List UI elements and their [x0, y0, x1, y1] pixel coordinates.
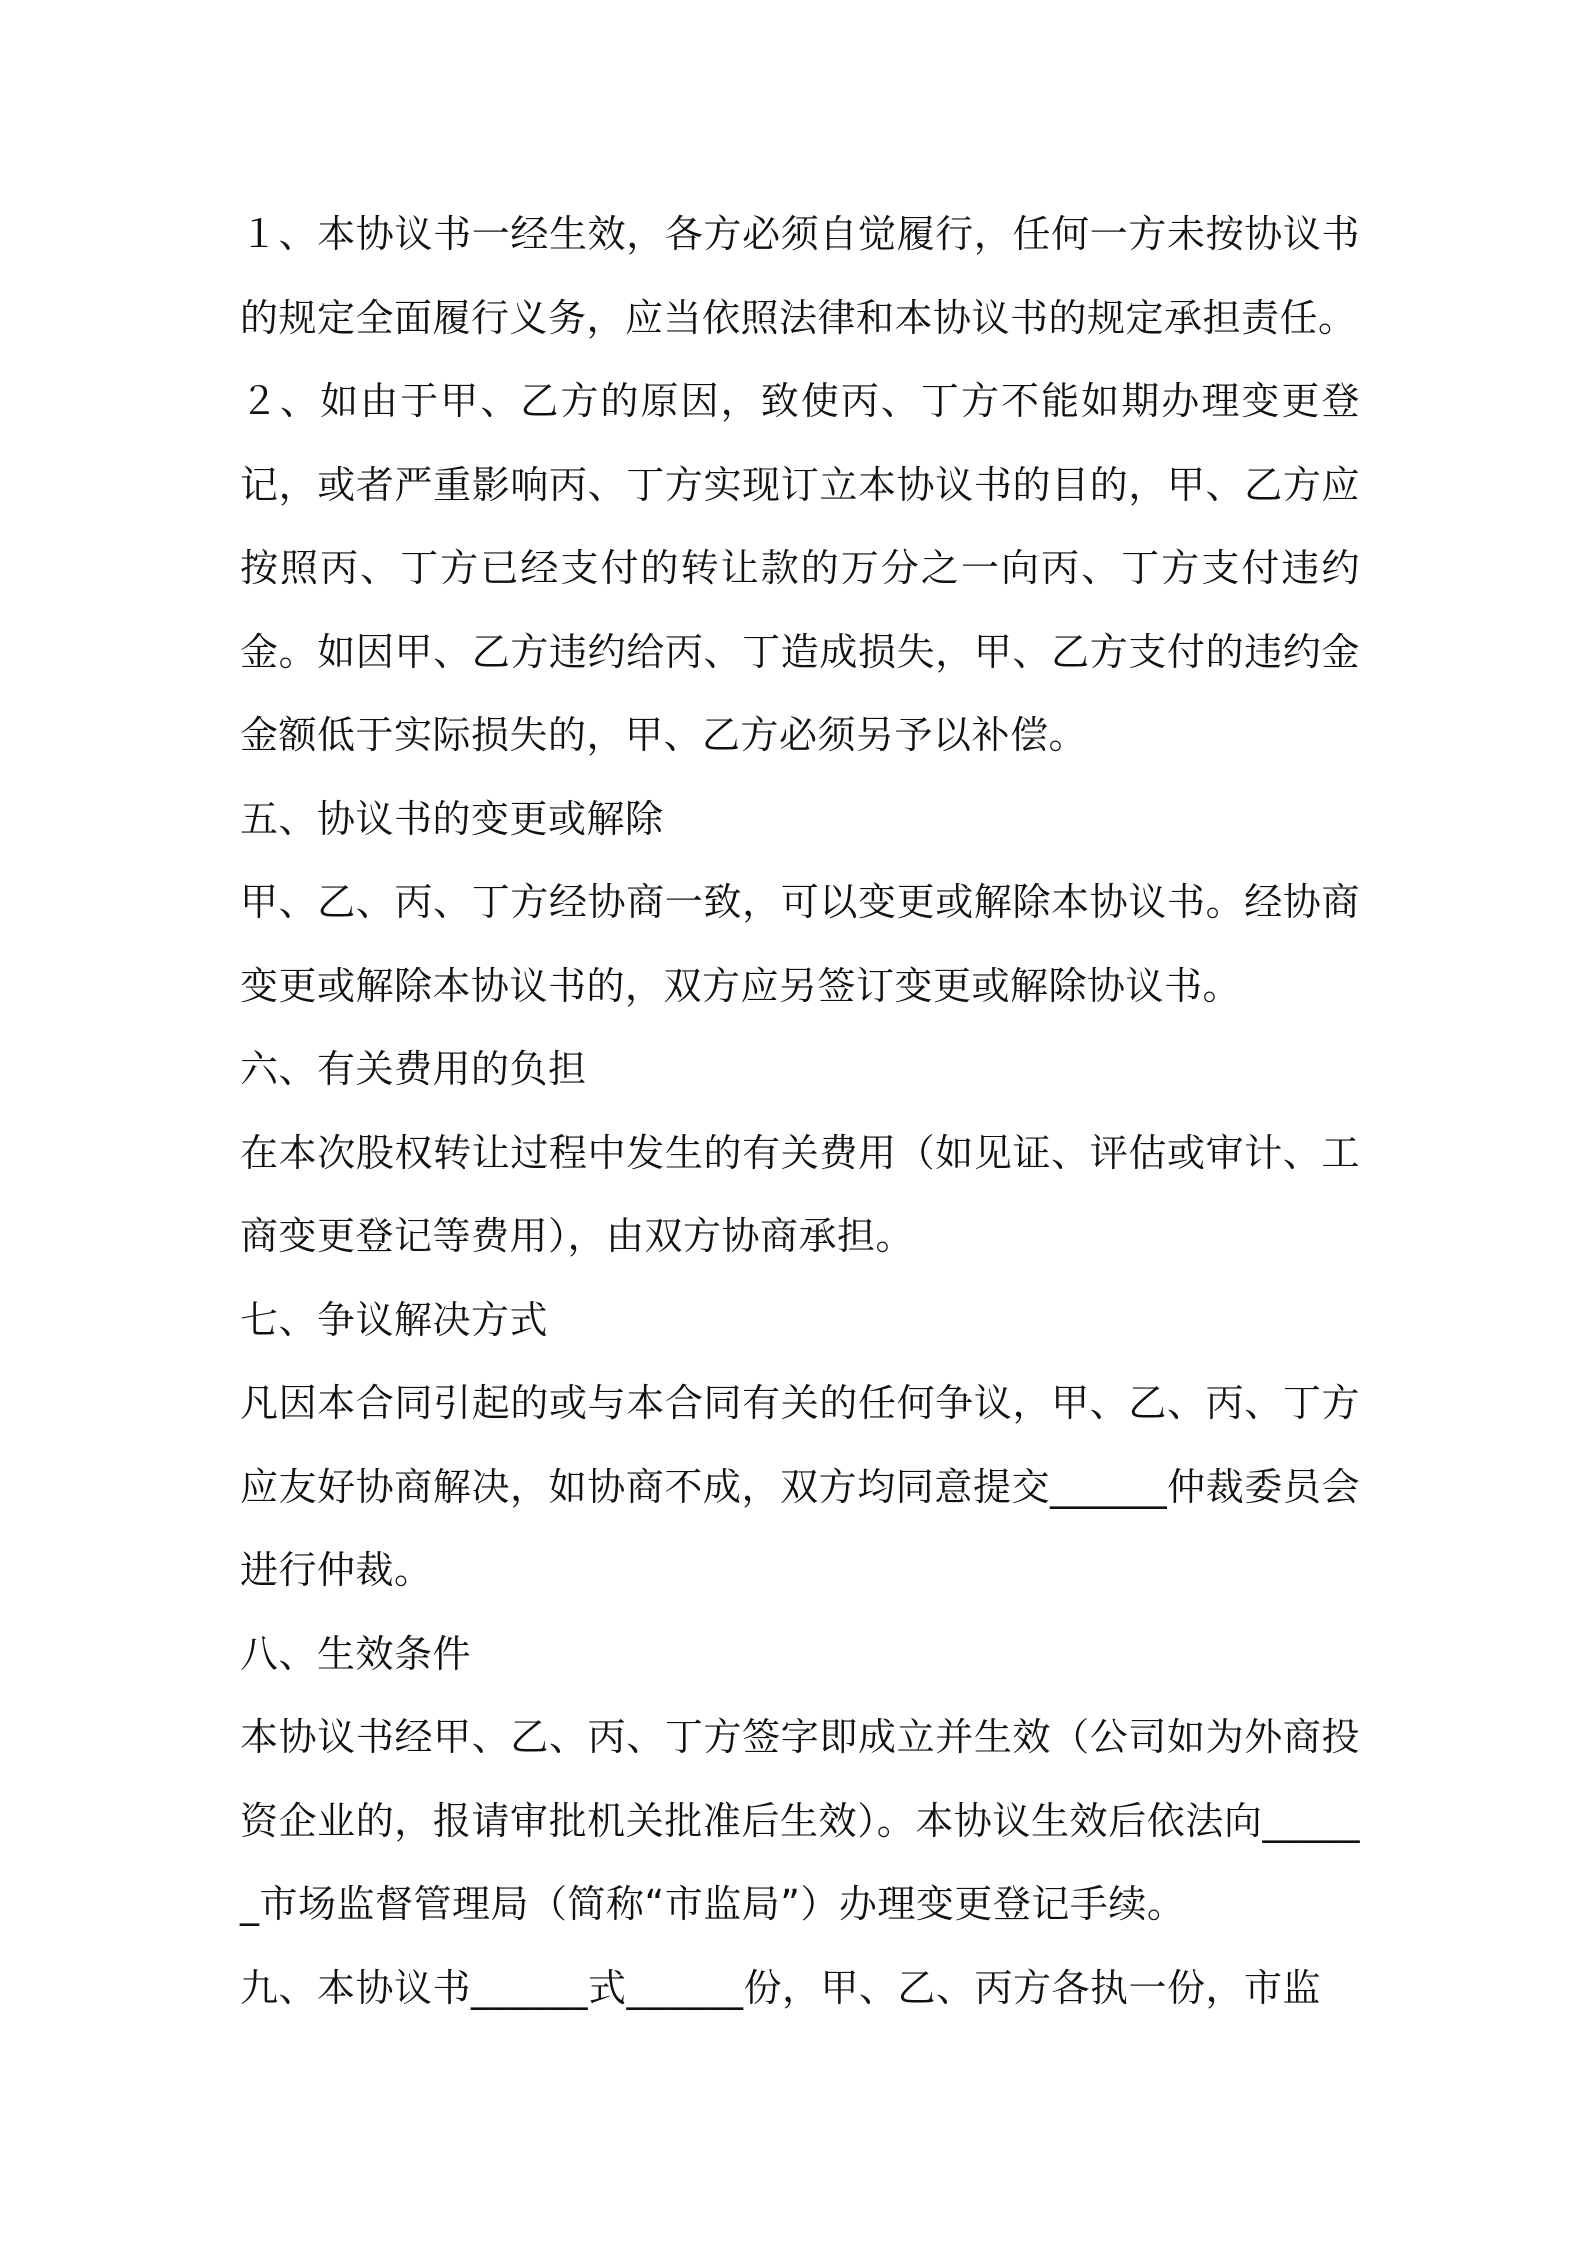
section-5-heading: 五、协议书的变更或解除: [240, 796, 664, 841]
document-body: [240, 193, 1360, 2030]
section-6-heading: 六、有关费用的负担: [240, 1047, 587, 1091]
section-7-heading: 七、争议解决方式: [240, 1297, 549, 1342]
section-8-heading: 八、生效条件: [240, 1631, 472, 1676]
section-6-paragraph: 在本次股权转让过程中发生的有关费用（如见证、评估或审计、工商变更登记等费用），由双方协商承担。: [240, 1130, 1360, 1258]
clause-2-paragraph: ２、如由于甲、乙方的原因，致使丙、丁方不能如期办理变更登记，或者严重影响丙、丁方实现订立本协议书的目的，甲、乙方应按照丙、丁方已经支付的转让款的万分之一向丙、丁方支付违约金。如因甲、乙方违约给丙、丁造成损失，甲、乙方支付的违约金金额低于实际损失的，甲、乙方必须另予以补偿。: [240, 379, 1360, 757]
section-5-paragraph: 甲、乙、丙、丁方经协商一致，可以变更或解除本协议书。经协商变更或解除本协议书的，双方应另签订变更或解除协议书。: [240, 880, 1360, 1008]
section-7-paragraph: 凡因本合同引起的或与本合同有关的任何争议，甲、乙、丙、丁方应友好协商解决，如协商不成，双方均同意提交______仲裁委员会进行仲裁。: [240, 1381, 1360, 1592]
section-9-paragraph: 九、本协议书______式______份，甲、乙、丙方各执一份，市监: [240, 1965, 1322, 2010]
section-8-paragraph: 本协议书经甲、乙、丙、丁方签字即成立并生效（公司如为外商投资企业的，报请审批机关批准后生效）。本协议生效后依法向______市场监督管理局（简称“市监局”）办理变更登记手续。: [240, 1715, 1360, 1926]
clause-1-paragraph: １、本协议书一经生效，各方必须自觉履行，任何一方未按协议书的规定全面履行义务，应当依照法律和本协议书的规定承担责任。: [240, 212, 1360, 340]
